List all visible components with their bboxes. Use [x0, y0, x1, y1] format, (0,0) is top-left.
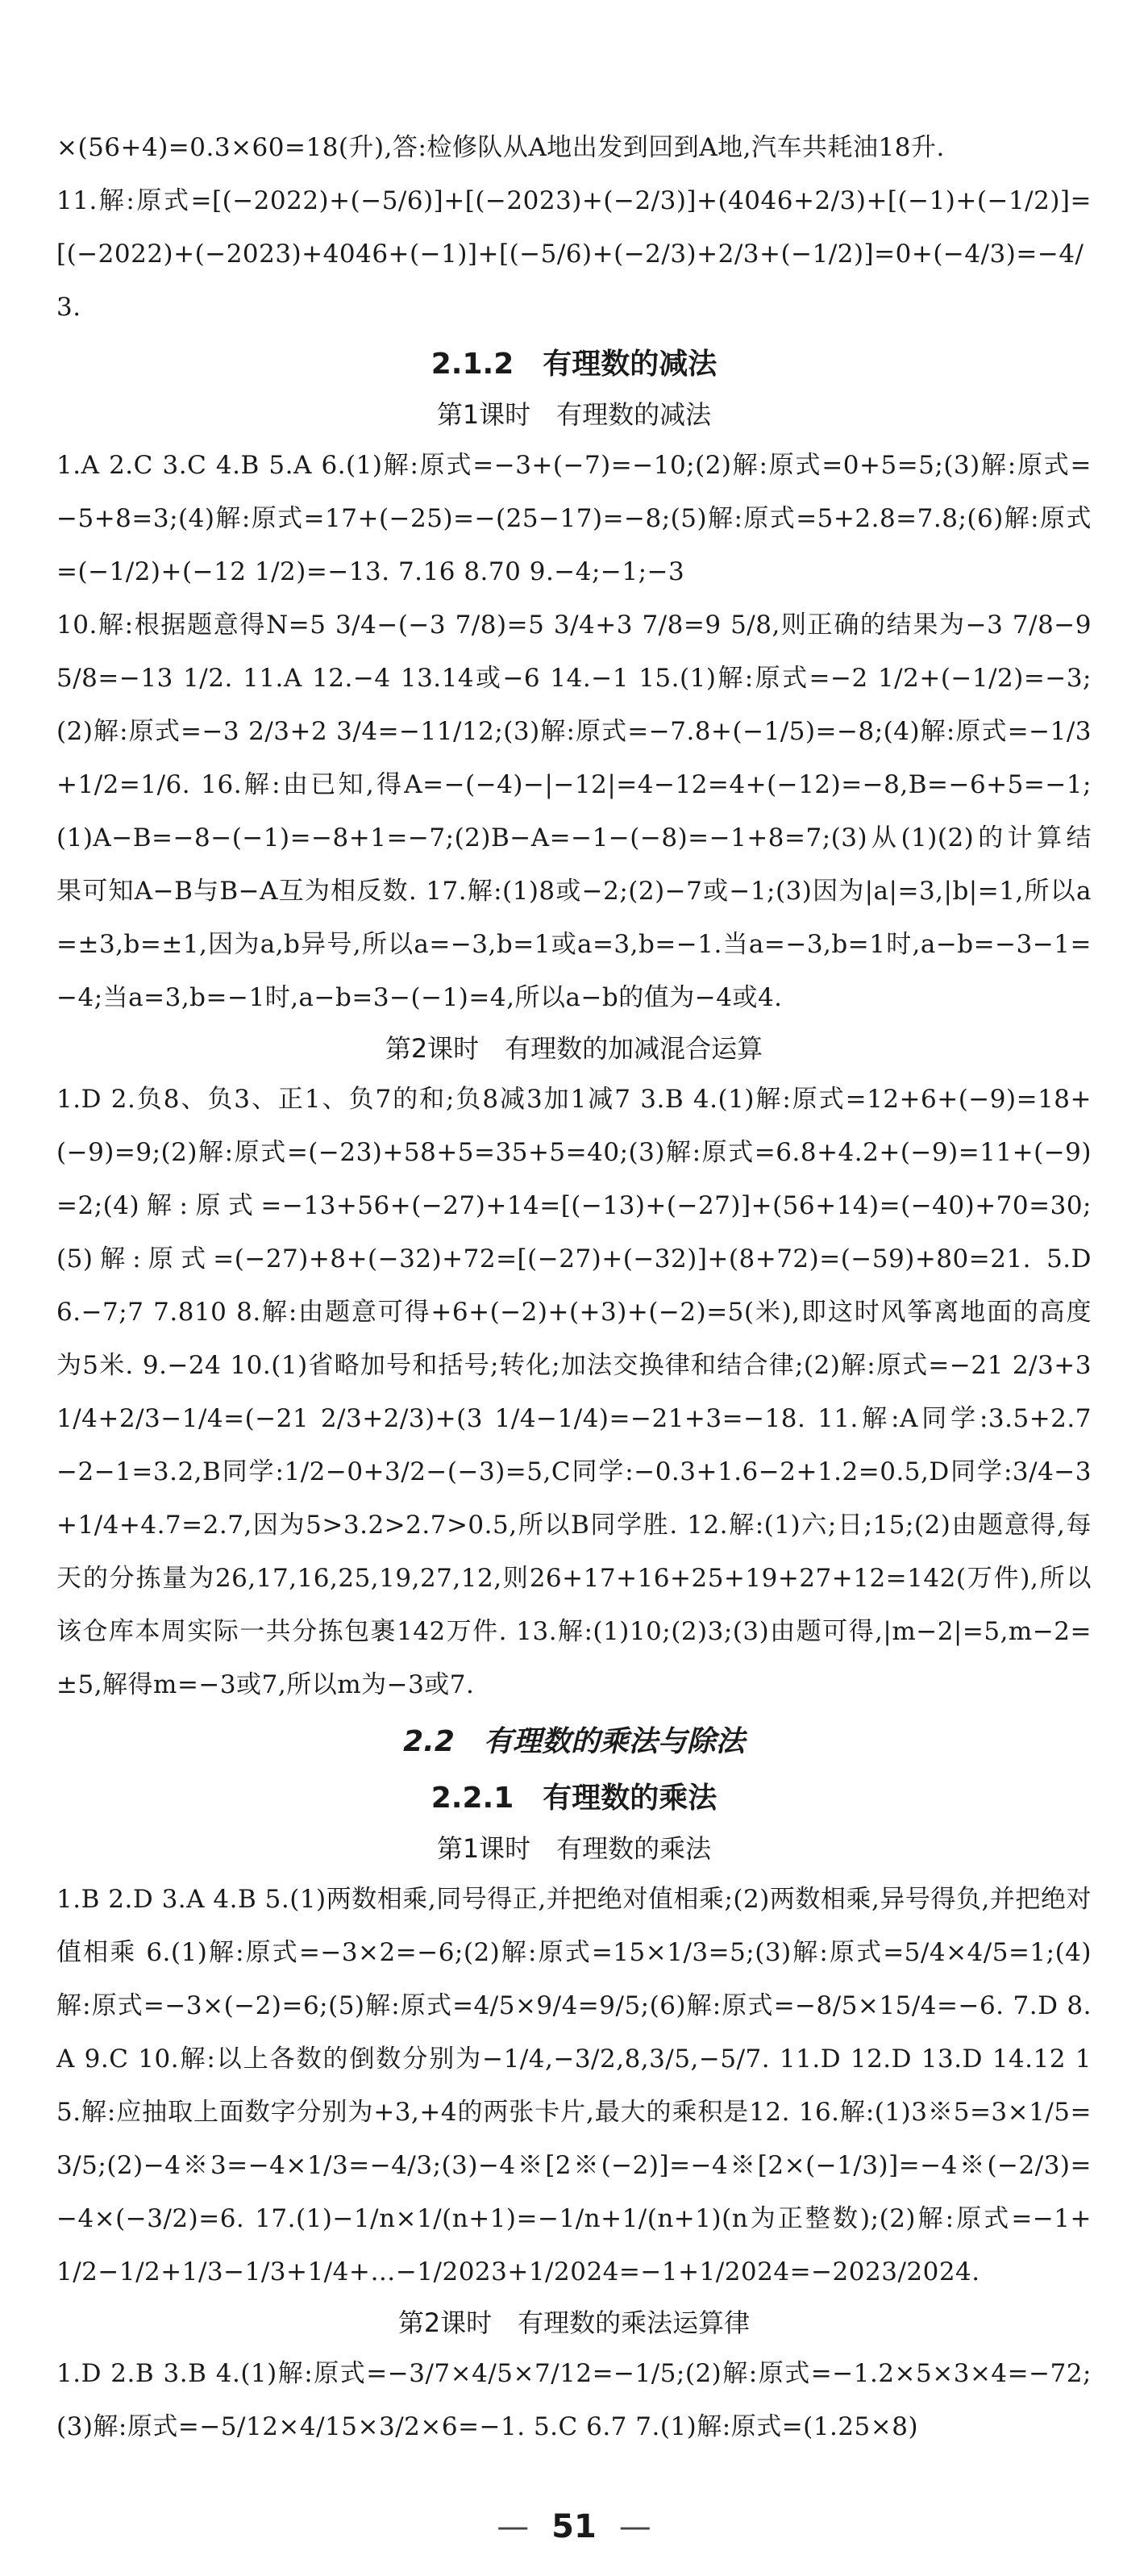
lesson-heading-mixed-operations: 第2课时 有理数的加减混合运算 [385, 1033, 763, 1064]
lesson-heading-multiplication-1: 第1课时 有理数的乘法 [436, 1833, 712, 1864]
lesson-heading-multiplication-laws: 第2课时 有理数的乘法运算律 [397, 2307, 751, 2338]
section-heading-2-1-2: 2.1.2 有理数的减法 [430, 348, 718, 381]
answer-11: 11.解:原式=[(−2022)+(−5/6)]+[(−2023)+(−2/3)]+(4046+2/3)+[(−1)+(−1/2)]=[(−2022)+(−2023)+4046+(−1)]+[(−5/6)+(−2/3)+2/3+(−1/2)]=0+(−4/3)=−4/3. [56, 186, 1092, 322]
page-number: 51 [551, 2508, 597, 2545]
answers-subtraction-10-17: 10.解:根据题意得N=5 3/4−(−3 7/8)=5 3/4+3 7/8=9 5/8,则正确的结果为−3 7/8−9 5/8=−13 1/2. 11.A 12.−4 13.14或−6 14.−1 15.(1)解:原式=−2 1/2+(−1/2)=−3;(2)解:原式=−3 2/3+2 3/4=−11/12;(3)解:原式=−7.8+(−1/5)=−8;(4)解:原式=−1/3+1/2=1/6. 16.解:由已知,得A=−(−4)−|−12|=4−12=4+(−12)=−8,B=−6+5=−1;(1)A−B=−8−(−1)=−8+1=−7;(2)B−A=−1−(−8)=−1+8=7;(3)从(1)(2)的计算结果可知A−B与B−A互为相反数. 17.解:(1)8或−2;(2)−7或−1;(3)因为|a|=3,|b|=1,所以a=±3,b=±1,因为a,b异号,所以a=−3,b=1或a=3,b=−1.当a=−3,b=1时,a−b=−3−1=−4;当a=3,b=−1时,a−b=3−(−1)=4,所以a−b的值为−4或4. [56, 611, 1092, 1012]
answers-multiplication-laws: 1.D 2.B 3.B 4.(1)解:原式=−3/7×4/5×7/12=−1/5;(2)解:原式=−1.2×5×3×4=−72;(3)解:原式=−5/12×4/15×3/2×6=−1. 5.C 6.7 7.(1)解:原式=(1.25×8) [56, 2359, 1092, 2441]
footer-dash-right: — [618, 2508, 651, 2545]
answer-continued-from-previous: ×(56+4)=0.3×60=18(升),答:检修队从A地出发到回到A地,汽车共耗油18升. [56, 133, 945, 162]
page-number-footer [0, 2508, 1148, 2545]
answers-multiplication: 1.B 2.D 3.A 4.B 5.(1)两数相乘,同号得正,并把绝对值相乘;(2)两数相乘,异号得负,并把绝对值相乘 6.(1)解:原式=−3×2=−6;(2)解:原式=15×1/3=5;(3)解:原式=5/4×4/5=1;(4)解:原式=−3×(−2)=6;(5)解:原式=4/5×9/4=9/5;(6)解:原式=−8/5×15/4=−6. 7.D 8.A 9.C 10.解:以上各数的倒数分别为−1/4,−3/2,8,3/5,−5/7. 11.D 12.D 13.D 14.12 15.解:应抽取上面数字分别为+3,+4的两张卡片,最大的乘积是12. 16.解:(1)3※5=3×1/5=3/5;(2)−4※3=−4×1/3=−4/3;(3)−4※[2※(−2)]=−4※[2×(−1/3)]=−4※(−2/3)=−4×(−3/2)=6. 17.(1)−1/n×1/(n+1)=−1/n+1/(n+1)(n为正整数);(2)解:原式=−1+1/2−1/2+1/3−1/3+1/4+…−1/2023+1/2024=−1+1/2024=−2023/2024. [56, 1885, 1092, 2286]
answers-subtraction-1-9: 1.A 2.C 3.C 4.B 5.A 6.(1)解:原式=−3+(−7)=−10;(2)解:原式=0+5=5;(3)解:原式=−5+8=3;(4)解:原式=17+(−25)=−(25−17)=−8;(5)解:原式=5+2.8=7.8;(6)解:原式=(−1/2)+(−12 1/2)=−13. 7.16 8.70 9.−4;−1;−3 [56, 451, 1092, 586]
footer-dash-left: — [497, 2508, 530, 2545]
answers-mixed-operations: 1.D 2.负8、负3、正1、负7的和;负8减3加1减7 3.B 4.(1)解:原式=12+6+(−9)=18+(−9)=9;(2)解:原式=(−23)+58+5=35+5=40;(3)解:原式=6.8+4.2+(−9)=11+(−9)=2;(4)解:原式=−13+56+(−27)+14=[(−13)+(−27)]+(56+14)=(−40)+70=30;(5)解:原式=(−27)+8+(−32)+72=[(−27)+(−32)]+(8+72)=(−59)+80=21. 5.D 6.−7;7 7.810 8.解:由题意可得+6+(−2)+(+3)+(−2)=5(米),即这时风筝离地面的高度为5米. 9.−24 10.(1)省略加号和括号;转化;加法交换律和结合律;(2)解:原式=−21 2/3+3 1/4+2/3−1/4=(−21 2/3+2/3)+(3 1/4−1/4)=−21+3=−18. 11.解:A同学:3.5+2.7−2−1=3.2,B同学:1/2−0+3/2−(−3)=5,C同学:−0.3+1.6−2+1.2=0.5,D同学:3/4−3+1/4+4.7=2.7,因为5>3.2>2.7>0.5,所以B同学胜. 12.解:(1)六;日;15;(2)由题意得,每天的分拣量为26,17,16,25,19,27,12,则26+17+16+25+19+27+12=142(万件),所以该仓库本周实际一共分拣包裹142万件. 13.解:(1)10;(2)3;(3)由题可得,|m−2|=5,m−2=±5,解得m=−3或7,所以m为−3或7. [56, 1085, 1092, 1699]
lesson-heading-subtraction-1: 第1课时 有理数的减法 [436, 399, 712, 430]
section-heading-2-2-1: 2.2.1 有理数的乘法 [430, 1782, 718, 1815]
section-heading-2-2: 2.2 有理数的乘法与除法 [403, 1725, 745, 1758]
